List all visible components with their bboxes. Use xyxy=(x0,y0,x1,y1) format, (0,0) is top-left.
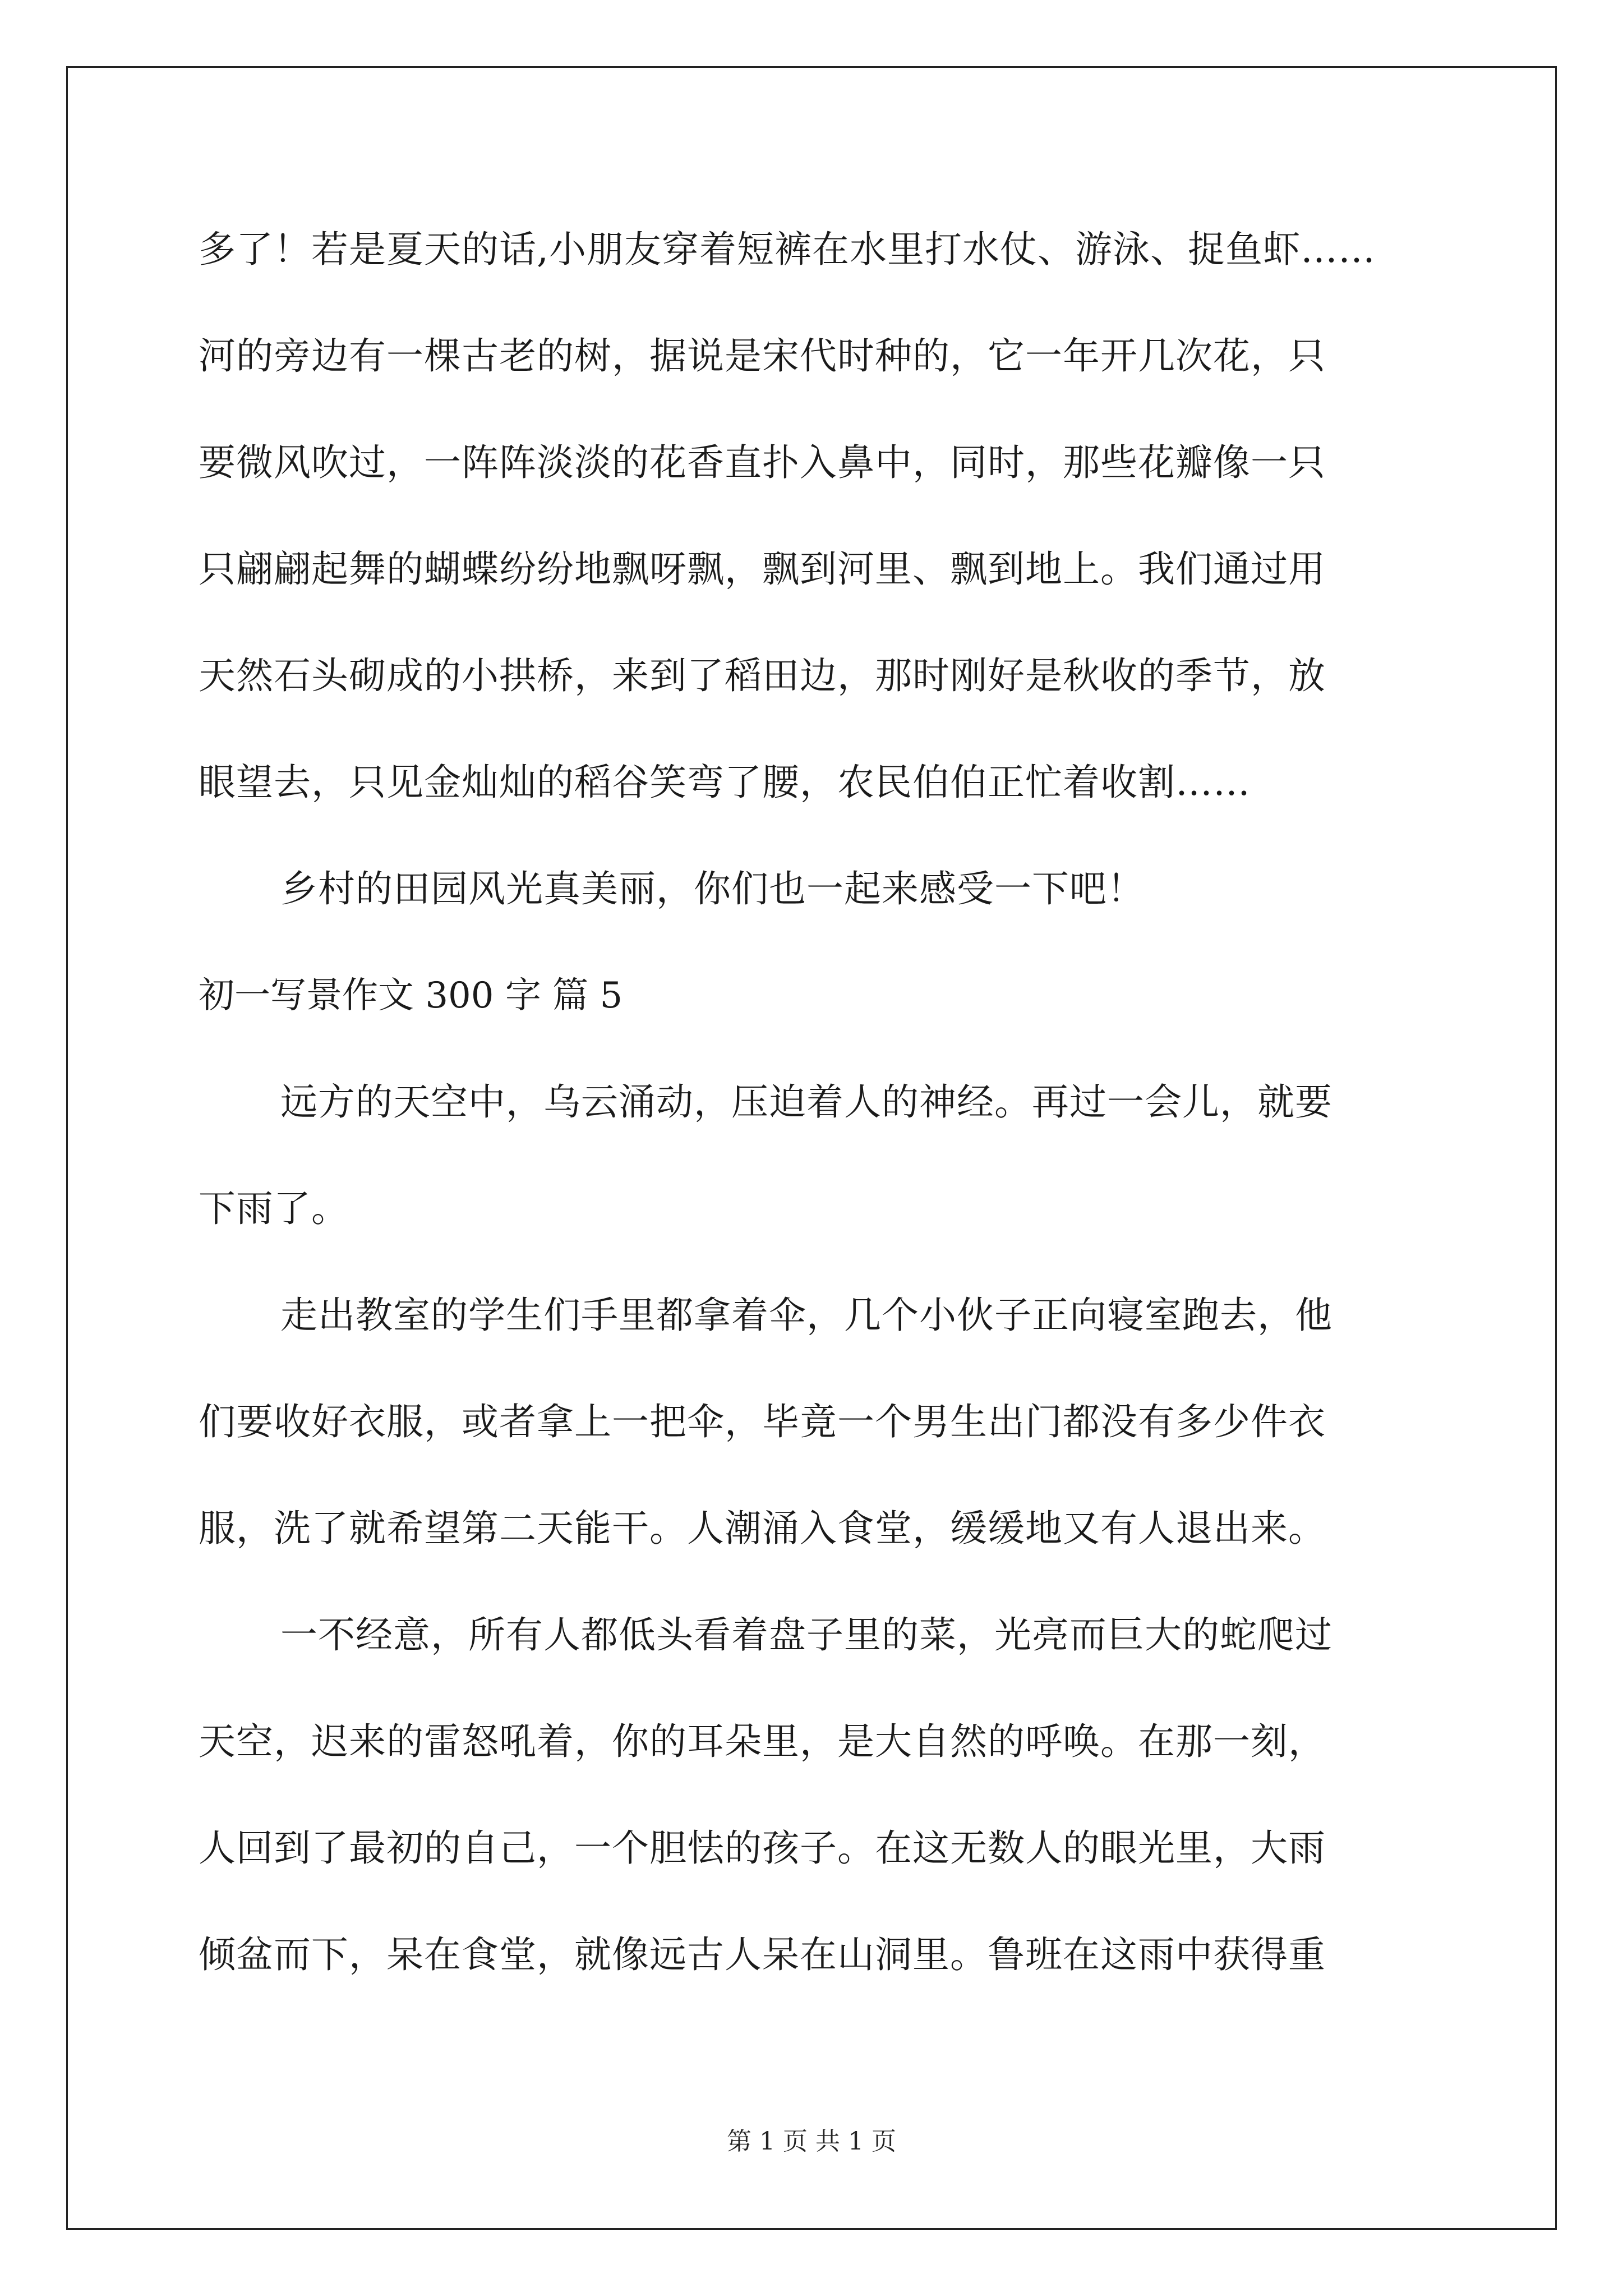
section-heading: 初一写景作文 300 字 篇 5 xyxy=(199,975,623,1016)
page-border xyxy=(66,66,1557,2230)
page-footer: 第 1 页 共 1 页 xyxy=(727,2127,896,2156)
text-line: 只翩翩起舞的蝴蝶纷纷地飘呀飘，飘到河里、飘到地上。我们通过用 xyxy=(199,547,1326,591)
text-line: 人回到了最初的自己，一个胆怯的孩子。在这无数人的眼光里，大雨 xyxy=(199,1826,1326,1870)
text-line: 乡村的田园风光真美丽，你们也一起来感受一下吧！ xyxy=(280,867,1145,910)
text-line: 要微风吹过，一阵阵淡淡的花香直扑入鼻中，同时，那些花瓣像一只 xyxy=(199,441,1326,484)
text-line: 远方的天空中，乌云涌动，压迫着人的神经。再过一会儿，就要 xyxy=(280,1080,1332,1124)
text-line: 天空，迟来的雷怒吼着，你的耳朵里，是大自然的呼唤。在那一刻， xyxy=(199,1720,1326,1763)
text-line: 天然石头砌成的小拱桥，来到了稻田边，那时刚好是秋收的季节，放 xyxy=(199,654,1326,697)
text-line: 眼望去，只见金灿灿的稻谷笑弯了腰，农民伯伯正忙着收割…… xyxy=(199,761,1251,804)
text-line: 一不经意，所有人都低头看着盘子里的菜，光亮而巨大的蛇爬过 xyxy=(280,1613,1332,1657)
text-line: 下雨了。 xyxy=(199,1187,349,1230)
text-line: 多了！若是夏天的话,小朋友穿着短裤在水里打水仗、游泳、捉鱼虾…… xyxy=(199,228,1376,271)
text-line: 们要收好衣服，或者拿上一把伞，毕竟一个男生出门都没有多少件衣 xyxy=(199,1400,1326,1443)
text-line: 河的旁边有一棵古老的树，据说是宋代时种的，它一年开几次花，只 xyxy=(199,334,1326,378)
text-line: 走出教室的学生们手里都拿着伞，几个小伙子正向寝室跑去，他 xyxy=(280,1294,1332,1337)
text-line: 倾盆而下，呆在食堂，就像远古人呆在山洞里。鲁班在这雨中获得重 xyxy=(199,1933,1326,1976)
text-line: 服，洗了就希望第二天能干。人潮涌入食堂，缓缓地又有人退出来。 xyxy=(199,1507,1326,1550)
